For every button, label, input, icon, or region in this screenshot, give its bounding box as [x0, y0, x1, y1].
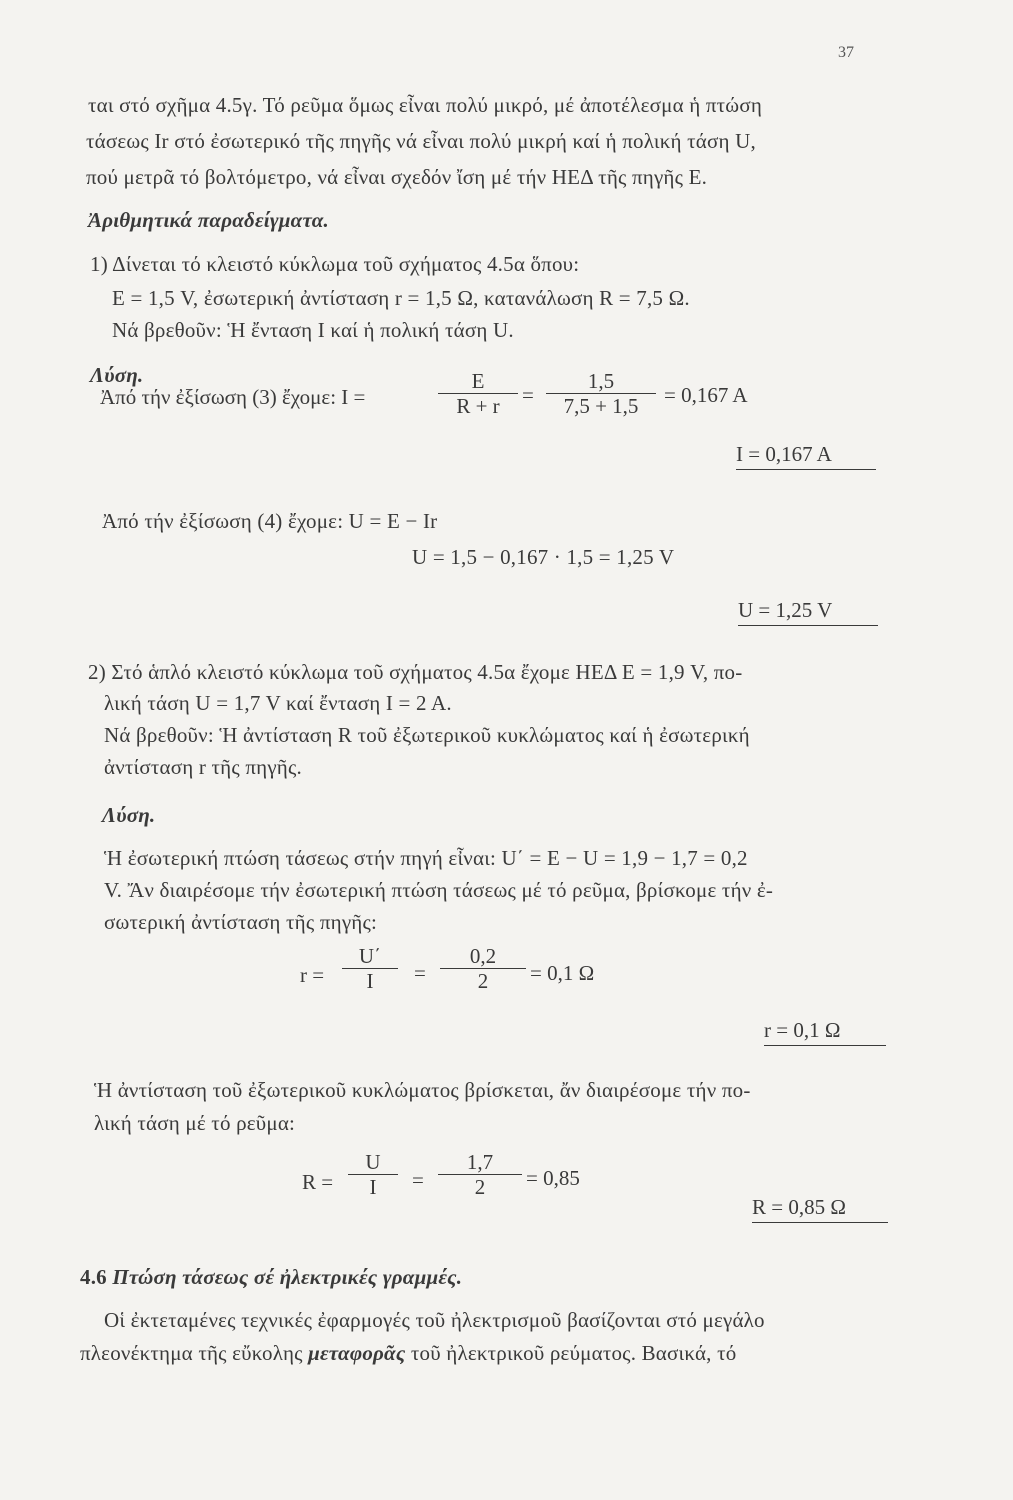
solution-label: Λύση. — [90, 363, 144, 387]
examples-heading: Ἀριθμητικά παραδείγματα. — [88, 208, 329, 232]
fraction-numerator: 1,7 — [466, 1150, 494, 1174]
text-line: πού μετρᾶ τό βολτόμετρο, νά εἶναι σχεδόν ἴση μέ τήν ΗΕΔ τῆς πηγῆς Ε. — [86, 165, 708, 189]
text-line: ται στό σχῆμα 4.5γ. Τό ρεῦμα ὅμως εἶναι πολύ μικρό, μέ ἀποτέλεσμα ἡ πτώση — [88, 93, 763, 117]
section-number: 4.6 — [80, 1265, 107, 1289]
fraction-values — [438, 1150, 522, 1199]
fraction-u-prime-over-i — [342, 944, 398, 993]
example1-givens: Ε = 1,5 V, ἐσωτερική ἀντίσταση r = 1,5 Ω, κατανάλωση R = 7,5 Ω. — [112, 286, 690, 310]
text-line: τάσεως Ir στό ἐσωτερικό τῆς πηγῆς νά εἶναι πολύ μικρή καί ἡ πολική τάση U, — [86, 129, 756, 153]
fraction-denominator: I — [369, 1175, 377, 1199]
paragraph-text: τοῦ ἠλεκτρικοῦ ρεύματος. Βασικά, τό — [410, 1341, 737, 1365]
equation-prefix: r = — [300, 963, 325, 987]
equation-result: = 0,167 A — [664, 383, 748, 407]
emphasized-term: μεταφορᾶς — [308, 1341, 406, 1365]
fraction-numerator: U — [365, 1150, 381, 1174]
example2-statement: λική τάση U = 1,7 V καί ἔνταση Ι = 2 Α. — [104, 691, 452, 715]
result-voltage: U = 1,25 V — [738, 597, 878, 626]
paragraph-line — [80, 1340, 736, 1366]
equation-prefix: R = — [302, 1170, 334, 1194]
page-number: 37 — [838, 44, 854, 61]
example2-question: ἀντίσταση r τῆς πηγῆς. — [104, 755, 302, 779]
solution-line: Ἡ ἐσωτερική πτώση τάσεως στήν πηγή εἶναι: U΄ = E − U = 1,9 − 1,7 = 0,2 — [104, 846, 748, 870]
solution-line: σωτερική ἀντίσταση τῆς πηγῆς: — [104, 910, 378, 934]
section-heading — [80, 1264, 462, 1290]
fraction-u-over-i — [348, 1150, 398, 1199]
fraction-denominator: 2 — [474, 1175, 486, 1199]
equation-result: = 0,1 Ω — [530, 961, 595, 985]
solution-line: Ἡ ἀντίσταση τοῦ ἐξωτερικοῦ κυκλώματος βρίσκεται, ἄν διαιρέσομε τήν πο- — [94, 1078, 751, 1102]
fraction-numerator: E — [471, 369, 485, 393]
equals-sign: = — [414, 961, 426, 985]
fraction-e-over-r — [438, 369, 518, 418]
solution-line: V. Ἄν διαιρέσομε τήν ἐσωτερική πτώση τάσεως μέ τό ρεῦμα, βρίσκομε τήν ἐ- — [104, 878, 774, 902]
fraction-denominator: R + r — [456, 394, 500, 418]
example2-statement: 2) Στό ἁπλό κλειστό κύκλωμα τοῦ σχήματος 4.5α ἔχομε ΗΕΔ Ε = 1,9 V, πο- — [88, 660, 743, 684]
fraction-numerator: U΄ — [358, 944, 382, 968]
equation-prefix: Ἀπό τήν ἐξίσωση (3) ἔχομε: I = — [100, 385, 366, 409]
example2-question: Νά βρεθοῦν: Ἡ ἀντίσταση R τοῦ ἐξωτερικοῦ κυκλώματος καί ἡ ἐσωτερική — [104, 723, 750, 747]
result-current: I = 0,167 A — [736, 441, 876, 470]
fraction-numerator: 0,2 — [469, 944, 497, 968]
paragraph-line: Οἱ ἐκτεταμένες τεχνικές ἐφαρμογές τοῦ ἠλεκτρισμοῦ βασίζονται στό μεγάλο — [104, 1308, 765, 1332]
solution-label: Λύση. — [102, 803, 156, 827]
solution-line: λική τάση μέ τό ρεῦμα: — [94, 1111, 296, 1135]
example1-statement: 1) Δίνεται τό κλειστό κύκλωμα τοῦ σχήματος 4.5α ὅπου: — [90, 252, 580, 276]
fraction-denominator: 2 — [477, 969, 489, 993]
fraction-values — [546, 369, 656, 418]
equation-line: U = 1,5 − 0,167 · 1,5 = 1,25 V — [412, 545, 675, 569]
result-external-resistance: R = 0,85 Ω — [752, 1194, 888, 1223]
equation-line: Ἀπό τήν ἐξίσωση (4) ἔχομε: U = E − Ir — [102, 509, 438, 533]
equation-result: = 0,85 — [526, 1166, 580, 1190]
result-internal-resistance: r = 0,1 Ω — [764, 1017, 886, 1046]
fraction-numerator: 1,5 — [587, 369, 615, 393]
fraction-denominator: 7,5 + 1,5 — [563, 394, 639, 418]
fraction-denominator: I — [366, 969, 374, 993]
equals-sign: = — [522, 383, 534, 407]
example1-question: Νά βρεθοῦν: Ἡ ἔνταση Ι καί ἡ πολική τάση U. — [112, 318, 514, 342]
fraction-values — [440, 944, 526, 993]
section-title: Πτώση τάσεως σέ ἠλεκτρικές γραμμές. — [112, 1265, 463, 1289]
paragraph-text: πλεονέκτημα τῆς εὔκολης — [80, 1341, 303, 1365]
equals-sign: = — [412, 1168, 424, 1192]
